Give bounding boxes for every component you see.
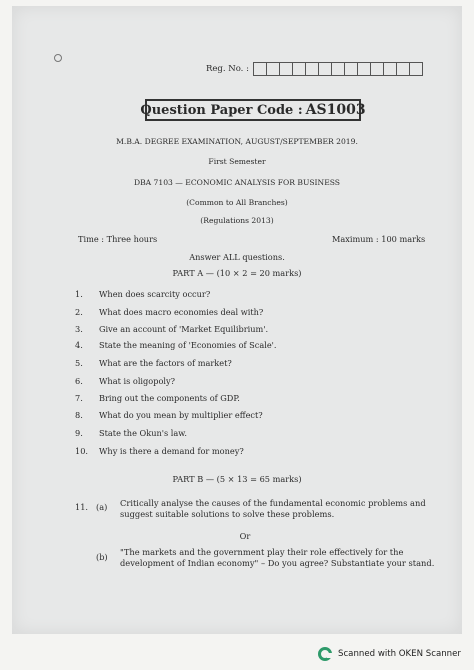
time-label: Time : Three hours xyxy=(78,234,158,244)
question-5: 5. What are the factors of market? xyxy=(75,358,232,368)
question-paper-code-box xyxy=(140,99,366,121)
punch-hole xyxy=(54,54,62,62)
max-marks: Maximum : 100 marks xyxy=(332,234,426,244)
course-title: DBA 7103 — ECONOMIC ANALYSIS FOR BUSINESS xyxy=(133,178,341,187)
q11b-text: "The markets and the government play their role effectively for the development of Indian economy" – Do you agree? Substantiate your stand. xyxy=(120,547,435,568)
scanner-text: Scanned with OKEN Scanner xyxy=(338,649,461,659)
qp-code: AS1003 xyxy=(305,102,366,118)
question-10: 10. Why is there a demand for money? xyxy=(75,446,244,456)
question-3: 3. Give an account of 'Market Equilibrium'. xyxy=(75,324,269,334)
q11a-text: Critically analyse the causes of the fundamental economic problems and suggest suitable solutions to solve these problems. xyxy=(120,498,426,519)
semester: First Semester xyxy=(208,157,266,166)
question-4: 4. State the meaning of 'Economies of Scale'. xyxy=(75,340,277,350)
question-1: 1. When does scarcity occur? xyxy=(75,289,211,299)
reg-number-field xyxy=(206,62,423,76)
reg-label: Reg. No. : xyxy=(206,64,249,74)
q11-number: 11. xyxy=(75,502,89,512)
exam-title: M.B.A. DEGREE EXAMINATION, AUGUST/SEPTEMBER 2019. xyxy=(116,137,358,146)
question-9: 9. State the Okun's law. xyxy=(75,428,187,438)
scanner-watermark xyxy=(318,647,461,661)
question-7: 7. Bring out the components of GDP. xyxy=(75,393,240,403)
or-divider: Or xyxy=(239,531,251,541)
question-2: 2. What does macro economies deal with? xyxy=(75,307,264,317)
question-8: 8. What do you mean by multiplier effect? xyxy=(75,410,263,420)
q11b-label: (b) xyxy=(96,552,108,562)
reg-number-boxes xyxy=(253,62,423,76)
part-a-heading: PART A — (10 × 2 = 20 marks) xyxy=(172,268,302,278)
question-6: 6. What is oligopoly? xyxy=(75,376,176,386)
q11a-label: (a) xyxy=(96,502,108,512)
branches: (Common to All Branches) xyxy=(186,198,288,207)
qp-label: Question Paper Code : xyxy=(140,102,303,118)
regulations: (Regulations 2013) xyxy=(200,216,274,225)
instruction: Answer ALL questions. xyxy=(189,252,285,262)
part-b-heading: PART B — (5 × 13 = 65 marks) xyxy=(172,474,302,484)
scanner-logo-icon xyxy=(318,647,332,661)
